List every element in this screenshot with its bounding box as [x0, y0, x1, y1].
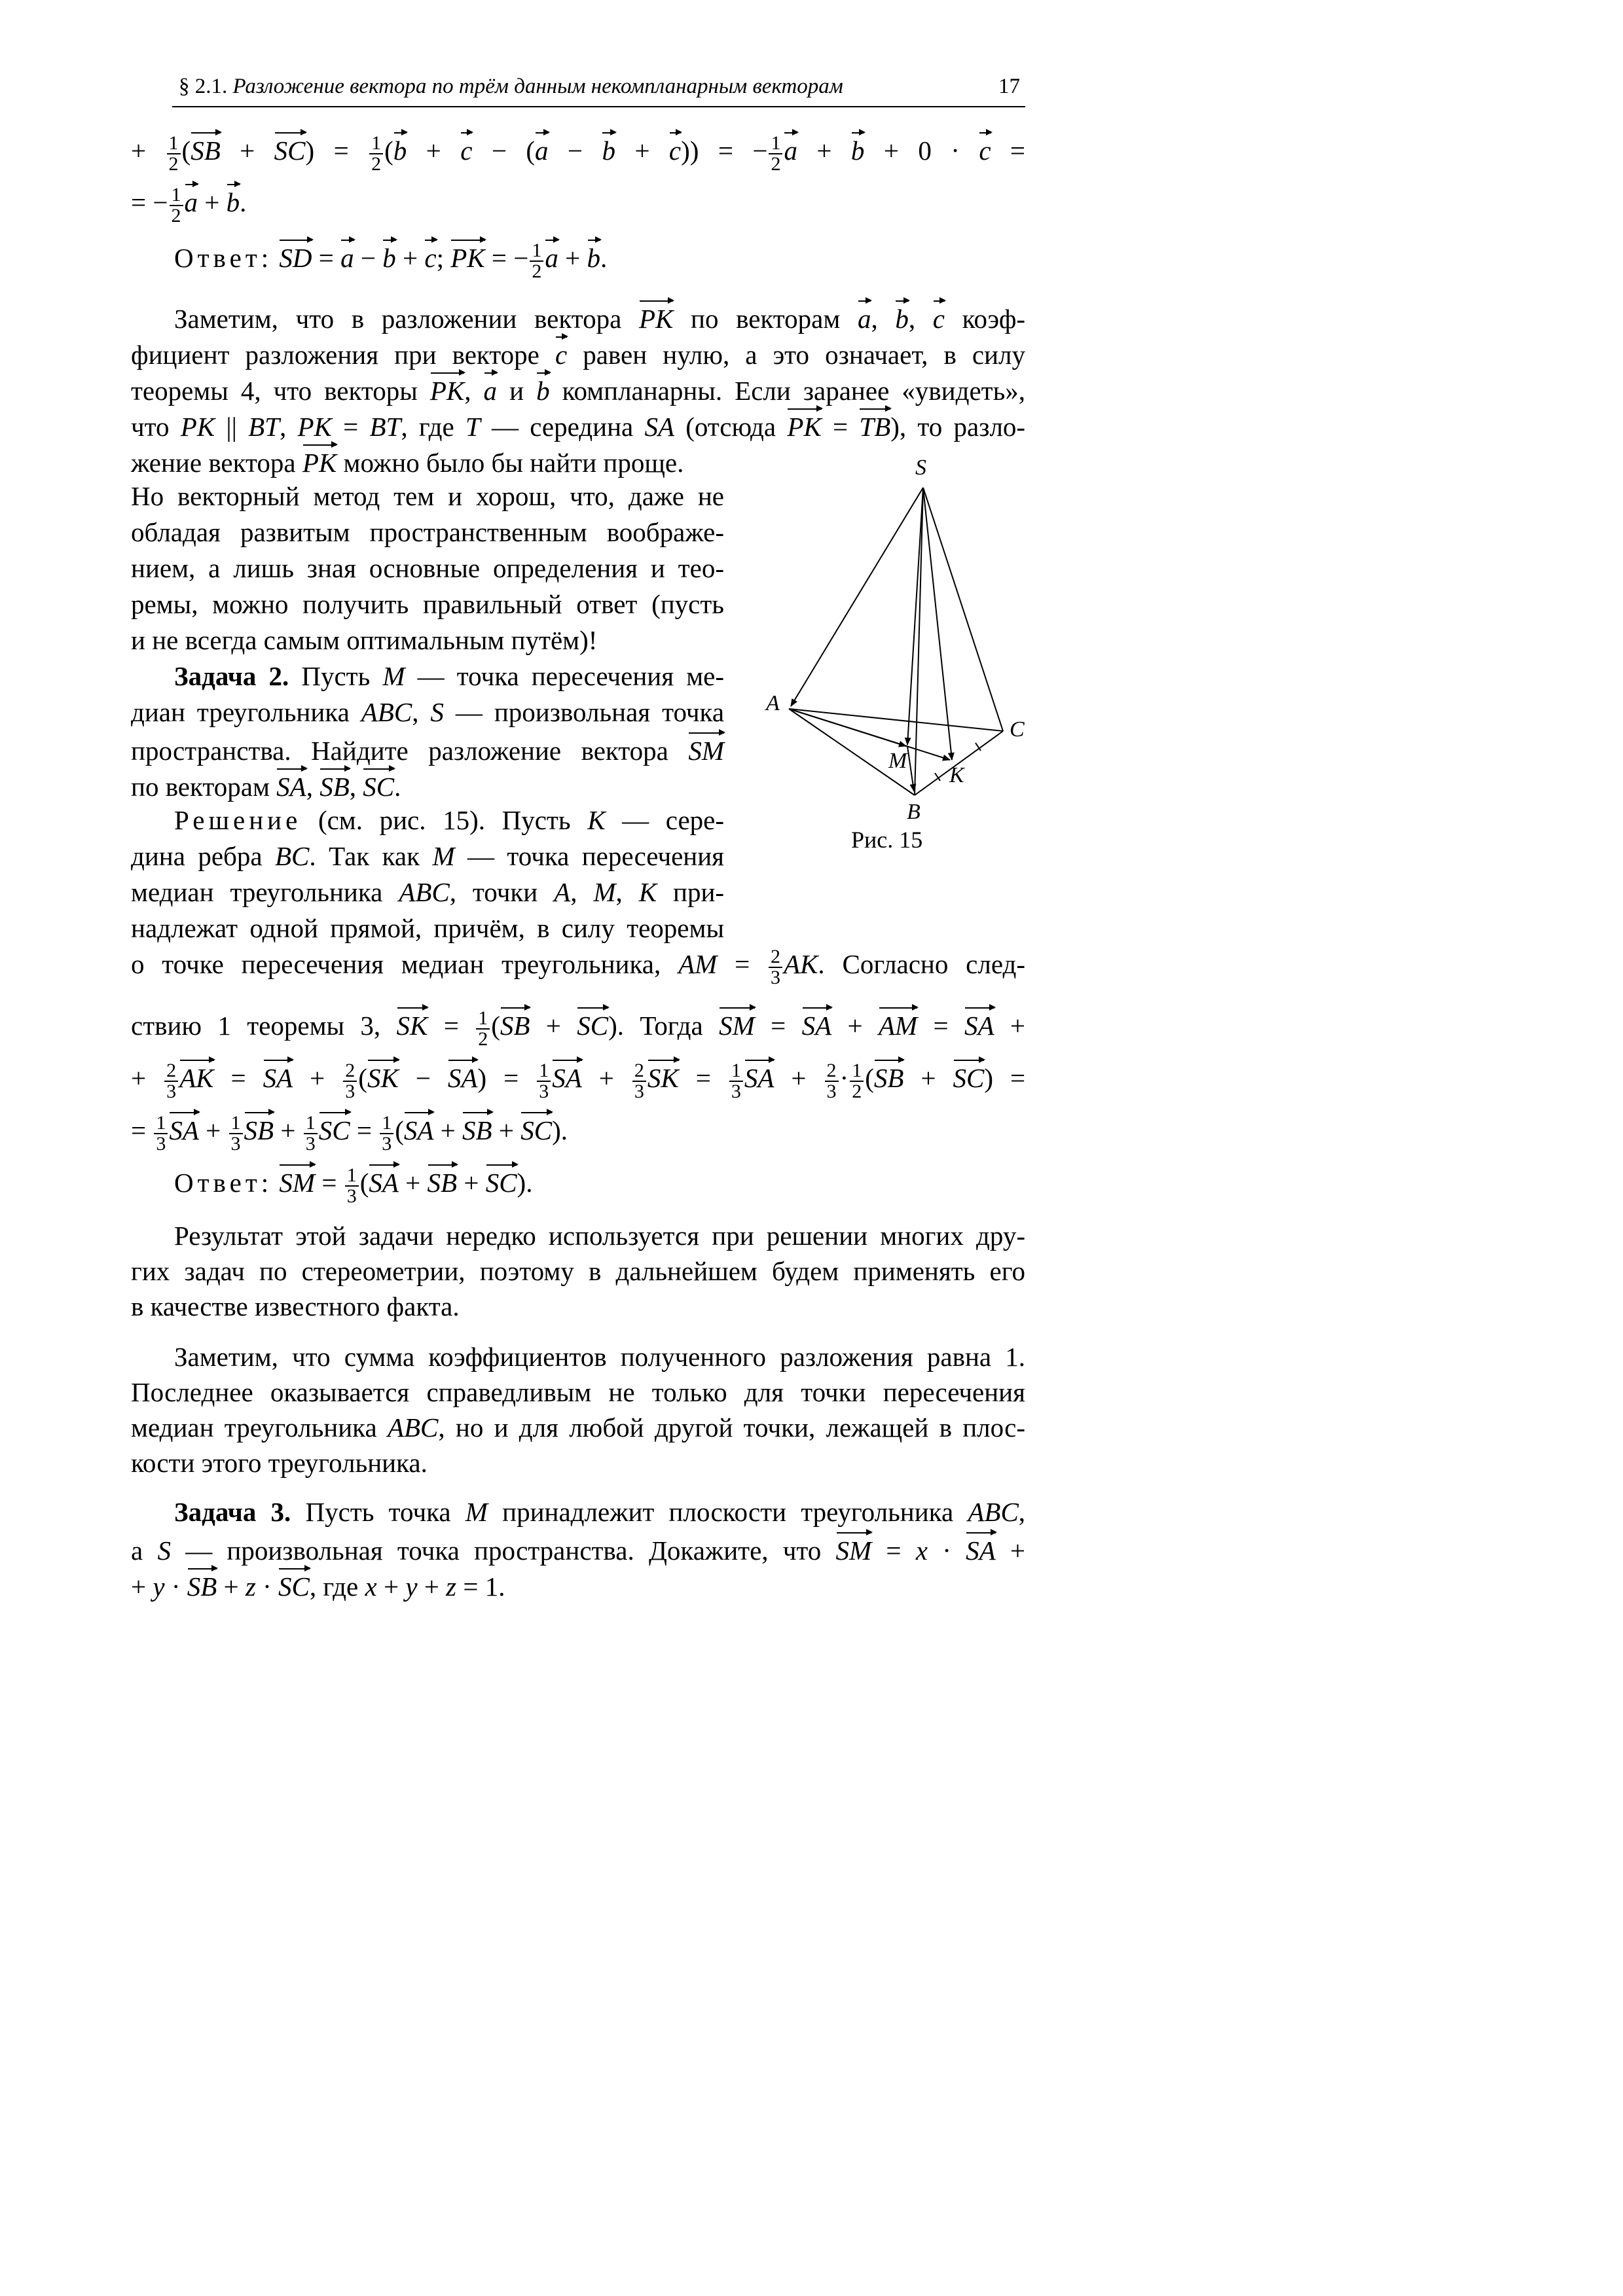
vector-ak [789, 709, 950, 760]
equation-line: = − $\frac{1}{2}$ a + b. [131, 181, 1025, 226]
solution-line: надлежат одной прямой, причём, в силу теоремы [131, 913, 724, 943]
vector-mb [907, 746, 914, 791]
label-s: S [915, 456, 926, 480]
solution-line: ствию 1 теоремы 3, SK = $\frac{1}{2}$ (SB + SC). Тогда SM = SA + AM = SA + [131, 1005, 1025, 1049]
task-3-line: Задача 3. Пусть точка M принадлежит плоскости треугольника ABC, [174, 1497, 1026, 1527]
label-k: K [949, 763, 964, 787]
paragraph-line: ремы, можно получить правильный ответ (пусть [131, 589, 724, 619]
vector-sa [791, 488, 923, 706]
equation-line: + $\frac{2}{3}$ AK = SA + $\frac{2}{3}$ (SK − SA) = $\frac{1}{3}$ SA + $\frac{2}{3}$ SK = $\frac{1}{3}$ SA + $\frac{2}{3}$ · $\frac{1}{2}$ (SB + SC) = [131, 1057, 1025, 1102]
edge-sc [923, 488, 1003, 731]
paragraph-line: обладая развитым пространственным воображе- [131, 517, 724, 547]
page-number: 17 [998, 75, 1020, 98]
paragraph-line: что PK || BT, PK = BT, где T — середина SA (отсюда PK = TB), то разло- [131, 406, 1025, 445]
paragraph-line: Заметим, что сумма коэффициентов полученного разложения равна 1. [174, 1342, 1025, 1372]
paragraph-line: Заметим, что в разложении вектора PK по векторам a, b, c коэф- [131, 298, 1025, 337]
paragraph-line: гих задач по стереометрии, поэтому в дальнейшем будем применять его [131, 1256, 1025, 1286]
equation-line: = $\frac{1}{3}$ SA + $\frac{1}{3}$ SB + $\frac{1}{3}$ SC = $\frac{1}{3}$ (SA + SB + SC). [131, 1109, 1025, 1154]
task-2-line: Задача 2. Пусть M — точка пересечения ме- [174, 661, 724, 691]
answer-line: Ответ: SD = a − b + c; PK = − $\frac{1}{2}$ a + b. [131, 237, 1025, 281]
task-3-line: + y · SB + z · SC, где x + y + z = 1. [131, 1566, 1025, 1605]
edge-ac [789, 709, 1003, 731]
paragraph-line: медиан треугольника ABC, но и для любой другой точки, лежащей в плос- [131, 1412, 1026, 1443]
solution-line: о точке пересечения медиан треугольника, AM = $\frac{2}{3}$ AK. Согласно след- [131, 945, 1025, 988]
paragraph-line: теоремы 4, что векторы PK, a и b компланарны. Если заранее «увидеть», [131, 370, 1025, 409]
paragraph-line: Последнее оказывается справедливым не только для точки пересечения [131, 1377, 1025, 1407]
figure-caption: Рис. 15 [851, 827, 923, 853]
label-b: B [907, 800, 921, 821]
paragraph-line: Результат этой задачи нередко используется при решении многих дру- [174, 1221, 1025, 1251]
task-2-line: диан треугольника ABC, S — произвольная точка [131, 697, 725, 727]
vector-sm [907, 488, 923, 745]
task-2-line: по векторам SA, SB, SC. [131, 766, 724, 805]
task-2-line: пространства. Найдите разложение вектора SM [131, 730, 724, 769]
paragraph-line: в качестве известного факта. [131, 1291, 460, 1321]
label-m: M [888, 749, 907, 773]
paragraph-line: жение вектора PK можно было бы найти проще. [131, 442, 724, 481]
answer-line: Ответ: SM = $\frac{1}{3}$ (SA + SB + SC). [131, 1162, 1025, 1206]
equation-line: + $\frac{1}{2}$ (SB + SC) = $\frac{1}{2}$ (b + c − (a − b + c)) = − $\frac{1}{2}$ a + b + 0 · c = [131, 130, 1025, 174]
figure-15-diagram [759, 455, 1034, 821]
paragraph-line: фициент разложения при векторе c равен нулю, а это означает, в силу [131, 334, 1025, 373]
paragraph-line: и не всегда самым оптимальным путём)! [131, 625, 598, 655]
running-header [172, 71, 1025, 107]
solution-line: медиан треугольника ABC, точки A, M, K при- [131, 877, 725, 907]
solution-line: Решение (см. рис. 15). Пусть K — сере- [174, 805, 725, 835]
paragraph-line: нием, а лишь зная основные определения и тео- [131, 553, 724, 583]
task-3-line: a S — произвольная точка пространства. Докажите, что SM = x · SA + [131, 1530, 1025, 1569]
section-heading: § 2.1. Разложение вектора по трём данным некомпланарным векторам [179, 75, 843, 98]
paragraph-line: кости этого треугольника. [131, 1448, 428, 1478]
paragraph-line: Но векторный метод тем и хорош, что, даже не [131, 481, 724, 511]
vector-sk [923, 488, 952, 760]
solution-line: дина ребра BC. Так как M — точка пересечения [131, 841, 725, 871]
label-c: C [1010, 717, 1025, 742]
label-a: A [766, 691, 780, 715]
